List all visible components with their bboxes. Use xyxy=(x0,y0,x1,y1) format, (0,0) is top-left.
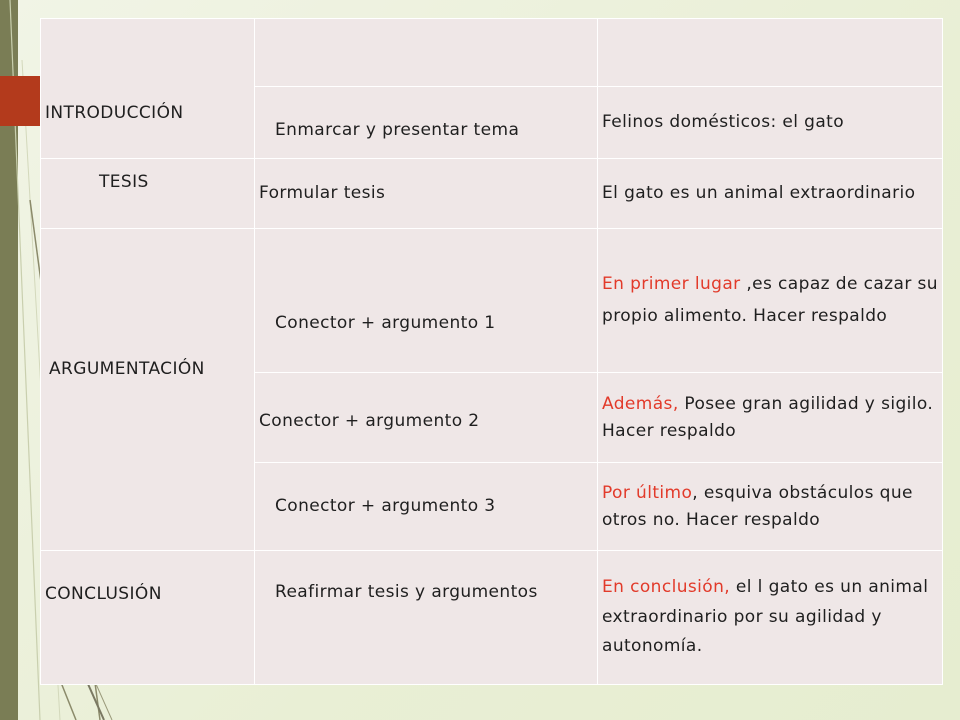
table-row xyxy=(41,551,943,685)
function-introduccion: Enmarcar y presentar tema xyxy=(255,87,598,159)
text-conclusion: el l gato es un animal extraordinario por su agilidad y autonomía. xyxy=(602,576,929,657)
text-arg2: Posee gran agilidad y sigilo. Hacer respaldo xyxy=(602,394,934,441)
function-arg1: Conector + argumento 1 xyxy=(255,229,598,373)
table-row xyxy=(41,229,943,373)
text-arg3: , esquiva obstáculos que otros no. Hacer respaldo xyxy=(602,483,913,530)
text-arg1: ,es capaz de cazar su propio alimento. Hacer respaldo xyxy=(602,274,938,326)
empty-cell xyxy=(598,19,943,87)
stage-tesis: TESIS xyxy=(41,159,255,229)
connector-arg1: En primer lugar xyxy=(602,274,741,295)
stage-conclusion: CONCLUSIÓN xyxy=(41,551,255,685)
connector-arg2: Además, xyxy=(602,394,679,415)
argumentative-structure-table xyxy=(40,18,943,685)
example-conclusion xyxy=(598,551,943,685)
connector-conclusion: En conclusión, xyxy=(602,576,731,597)
example-introduccion: Felinos domésticos: el gato xyxy=(598,87,943,159)
function-conclusion: Reafirmar tesis y argumentos xyxy=(255,551,598,685)
red-accent-tab xyxy=(0,76,40,126)
function-arg3: Conector + argumento 3 xyxy=(255,463,598,551)
table-row xyxy=(41,159,943,229)
example-arg2 xyxy=(598,373,943,463)
connector-arg3: Por último xyxy=(602,483,693,504)
function-arg2: Conector + argumento 2 xyxy=(255,373,598,463)
stage-argumentacion: ARGUMENTACIÓN xyxy=(41,229,255,551)
example-arg3 xyxy=(598,463,943,551)
empty-cell xyxy=(255,19,598,87)
example-arg1 xyxy=(598,229,943,373)
table-row xyxy=(41,19,943,87)
function-tesis: Formular tesis xyxy=(255,159,598,229)
stage-introduccion: INTRODUCCIÓN xyxy=(41,19,255,159)
example-tesis: El gato es un animal extraordinario xyxy=(598,159,943,229)
